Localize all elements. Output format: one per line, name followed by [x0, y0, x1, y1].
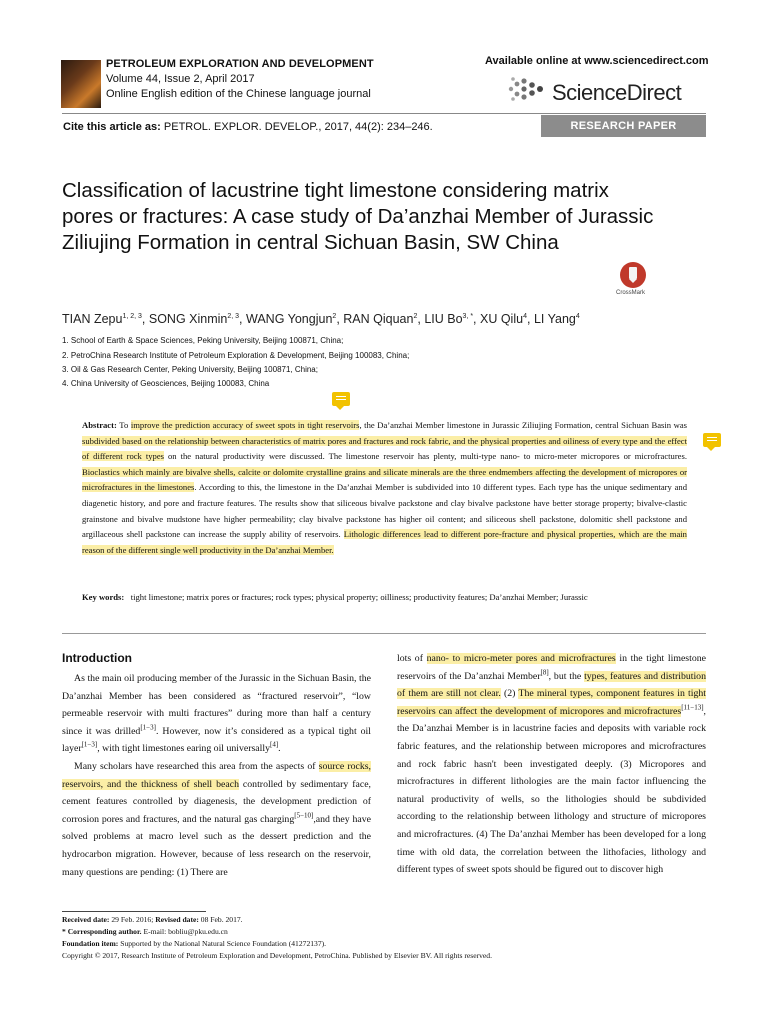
affiliation: 4. China University of Geosciences, Beijing 100083, China [62, 379, 270, 388]
author-name: LIU Bo [424, 312, 463, 326]
author-name: RAN Qiquan [343, 312, 414, 326]
body-text: . [278, 743, 281, 755]
available-online-link[interactable]: Available online at www.sciencedirect.com [485, 55, 709, 67]
corresponding-email[interactable]: E-mail: bobliu@pku.edu.cn [141, 927, 228, 936]
citation-ref[interactable]: [4] [270, 741, 279, 750]
author-name: WANG Yongjun [246, 312, 333, 326]
author-affil-sup: 3, * [462, 312, 474, 320]
abstract-highlight[interactable]: improve the prediction accuracy of sweet spots in tight reservoirs [130, 420, 360, 430]
cite-label: Cite this article as: [63, 121, 161, 133]
cite-text: PETROL. EXPLOR. DEVELOP., 2017, 44(2): 234–246. [163, 121, 433, 133]
author-name: TIAN Zepu [62, 312, 123, 326]
volume-line: Volume 44, Issue 2, April 2017 [106, 73, 255, 85]
body-text: As the main oil producing member of the Jurassic in the Sichuan Basin, the Da’anzhai Member has been considered as “fractured reservoir”, “low permeable reservoir with multi fractures” during more than half a century since it was drilled [62, 673, 371, 737]
citation-ref[interactable]: [1−3] [81, 741, 98, 750]
keywords-text: tight limestone; matrix pores or fractures; rock types; physical property; oilliness; productivity features; Da’anzhai Member; Jurassic [130, 592, 588, 602]
citation-ref[interactable]: [1−3] [140, 723, 156, 732]
body-column-left [62, 670, 371, 881]
author-name: XU Qilu [480, 312, 524, 326]
sciencedirect-dots-icon [505, 75, 549, 103]
author-affil-sup: 1, 2, 3 [122, 312, 142, 320]
footnote-label: Received date: [62, 915, 110, 924]
comment-marker-icon[interactable] [332, 392, 350, 406]
author-affil-sup: 4 [523, 312, 527, 320]
section-heading-introduction: Introduction [62, 651, 132, 665]
affiliation: 1. School of Earth & Space Sciences, Peking University, Beijing 100871, China; [62, 336, 344, 345]
body-text: (2) [500, 688, 519, 700]
footnote-dates [62, 914, 706, 926]
paragraph [62, 670, 371, 758]
footnote-text: Supported by the National Natural Science Foundation (41272137). [118, 939, 327, 948]
body-text: lots of [397, 653, 427, 664]
keywords-block [82, 590, 687, 606]
body-text: . However, now it’s considered as a typical tight oil layer [62, 725, 371, 755]
body-text: Many scholars have researched this area from the aspects of [74, 760, 319, 772]
body-column-right [397, 650, 706, 879]
author-affil-sup: 2 [332, 312, 337, 320]
author-affil-sup: 2 [413, 312, 418, 320]
abstract-text: , the Da’anzhai Member limestone in Jurassic Ziliujing Formation, central Sichuan Basin was [359, 420, 687, 430]
author-name: LI Yang [533, 312, 576, 326]
article-title: Classification of lacustrine tight limestone considering matrix pores or fractures: A case study of Da’anzhai Member of Jurassic Ziliujing Formation in central Sichuan Basin, SW China [62, 179, 654, 254]
footnote-label: Revised date: [155, 915, 199, 924]
section-divider [62, 633, 706, 634]
article-type-badge: RESEARCH PAPER [541, 115, 706, 137]
header-divider [62, 113, 706, 114]
sciencedirect-logo[interactable]: ScienceDirect [552, 80, 682, 105]
edition-line: Online English edition of the Chinese language journal [106, 88, 371, 100]
crossmark-glyph-icon [620, 262, 646, 288]
footnote-text: 29 Feb. 2016; [109, 915, 156, 924]
affiliation: 2. PetroChina Research Institute of Petroleum Exploration & Development, Beijing 100083, China; [62, 351, 410, 360]
paragraph [62, 758, 371, 881]
affiliation: 3. Oil & Gas Research Center, Peking University, Beijing 100871, China; [62, 365, 318, 374]
abstract-highlight[interactable]: Bioclastics which mainly are bivalve shells, calcite or dolomite crystalline grains and silicate minerals are the three endmembers affecting the development of micropores or microfractures in the limestones [82, 466, 687, 493]
footnote-text: 08 Feb. 2017. [198, 915, 243, 924]
text-highlight[interactable]: source rocks, reservoirs, and the thickness of shell beach [62, 760, 371, 790]
journal-name: PETROLEUM EXPLORATION AND DEVELOPMENT [106, 58, 374, 70]
body-text: in the tight limestone reservoirs of the Da’anzhai Member [397, 653, 706, 682]
abstract-highlight[interactable]: subdivided based on the relationship between characteristics of matrix pores and fractures and rock fabric, and the physical properties and oiliness of every type and the effect of different rock types [82, 435, 687, 462]
citation-ref[interactable]: [8] [540, 668, 549, 677]
text-highlight[interactable]: types, features and distribution of them are still not clear. [397, 670, 706, 700]
keywords-label: Key words: [82, 592, 125, 602]
citation-ref[interactable]: [5−10] [294, 811, 314, 820]
author-list: TIAN Zepu$^{1, 2, 3}$, SONG Xinmin$^{2, 3}$, WANG Yongjun$^2$, RAN Qiquan$^2$, LIU $Bo^{3, *}$, XU Qilu$^4$, LI Yang$^4$ [62, 312, 580, 326]
crossmark-label: CrossMark [616, 290, 646, 296]
body-text: , but the [548, 670, 585, 682]
footnote-label: * Corresponding author. [62, 927, 142, 936]
footnote-foundation [62, 938, 706, 950]
abstract-text: on the natural productivity were discussed. The limestone reservoir has plenty, multi-type nano- to micro-meter micropores or microfractures. [164, 451, 687, 462]
crossmark-icon[interactable] [620, 262, 646, 288]
body-text: ,and they have solved problems at macro level such as the dessert prediction and the hydrocarbon migration. However, because of less research on the reservoir, many questions are pending: (1) There are [62, 813, 371, 878]
abstract-text: To [119, 420, 131, 430]
journal-issue-info [106, 72, 371, 102]
author-affil-sup: 4 [575, 312, 580, 320]
abstract-block [82, 418, 687, 558]
journal-cover-logo [61, 60, 101, 108]
comment-marker-icon[interactable] [703, 433, 721, 447]
abstract-highlight[interactable]: Lithologic differences lead to different pore-fracture and physical properties, which are the main reason of the different single well productivity in the Da’anzhai Member. [82, 529, 687, 555]
footnote-label: Foundation item: [62, 939, 119, 948]
copyright-line: Copyright © 2017, Research Institute of Petroleum Exploration and Development, PetroChina. Published by Elsevier BV. All rights reserved. [62, 951, 492, 960]
author-affil-sup: 2, 3 [227, 312, 240, 320]
abstract-label: Abstract: [82, 420, 117, 430]
body-text: , with tight limestones earing oil universally [97, 743, 270, 755]
footnotes [62, 914, 706, 962]
citation-ref[interactable]: [11−13] [681, 703, 704, 712]
text-highlight[interactable]: nano- to micro-meter pores and microfractures [426, 653, 616, 664]
footnote-divider [62, 911, 206, 912]
body-text: , the Da’anzhai Member is in lacustrine facies and deposits with variable rock fabric features, and the relationship between micropores and microfractures and rock fabric hasn't been investigated deeply. (3) Micropores and microfractures in different lithologies are the main factor influencing the natural productivity of wells, so the lithologies should be subdivided according to the relationship between lithology and structure of micropores and microfractures. (4) The Da’anzhai Member has been developed for a long time with old data, the correlation between the lithofacies, lithology and different types of sweet spots should be figured out to discover high [397, 705, 706, 876]
paragraph [397, 650, 706, 879]
footnote-corresponding [62, 926, 706, 938]
text-highlight[interactable]: The mineral types, component features in tight reservoirs can affect the development of micropores and microfractures [397, 688, 707, 717]
abstract-text: . According to this, the limestone in the Da’anzhai Member is subdivided into 10 different types. Each type has the unique sedimentary and diagenetic history, and pore and fracture features. The results show that siliceous bivalve packstone and clay bivalve packstone have better storage property; bivalve-clastic grainstone and bivalve mudstone have higher permeability; clay bivalve packstone has higher oil content; and siliceous shell packstone, dolomitic shell packstone and argillaceous shell packstone can increase the supply ability of reservoirs. [82, 482, 687, 540]
body-text: controlled by sedimentary face, cement features controlled by diagenesis, the development prediction of corrosion pores and fractures, and the natural gas charging [62, 778, 371, 825]
citation-line [63, 121, 433, 133]
author-name: SONG Xinmin [148, 312, 228, 326]
